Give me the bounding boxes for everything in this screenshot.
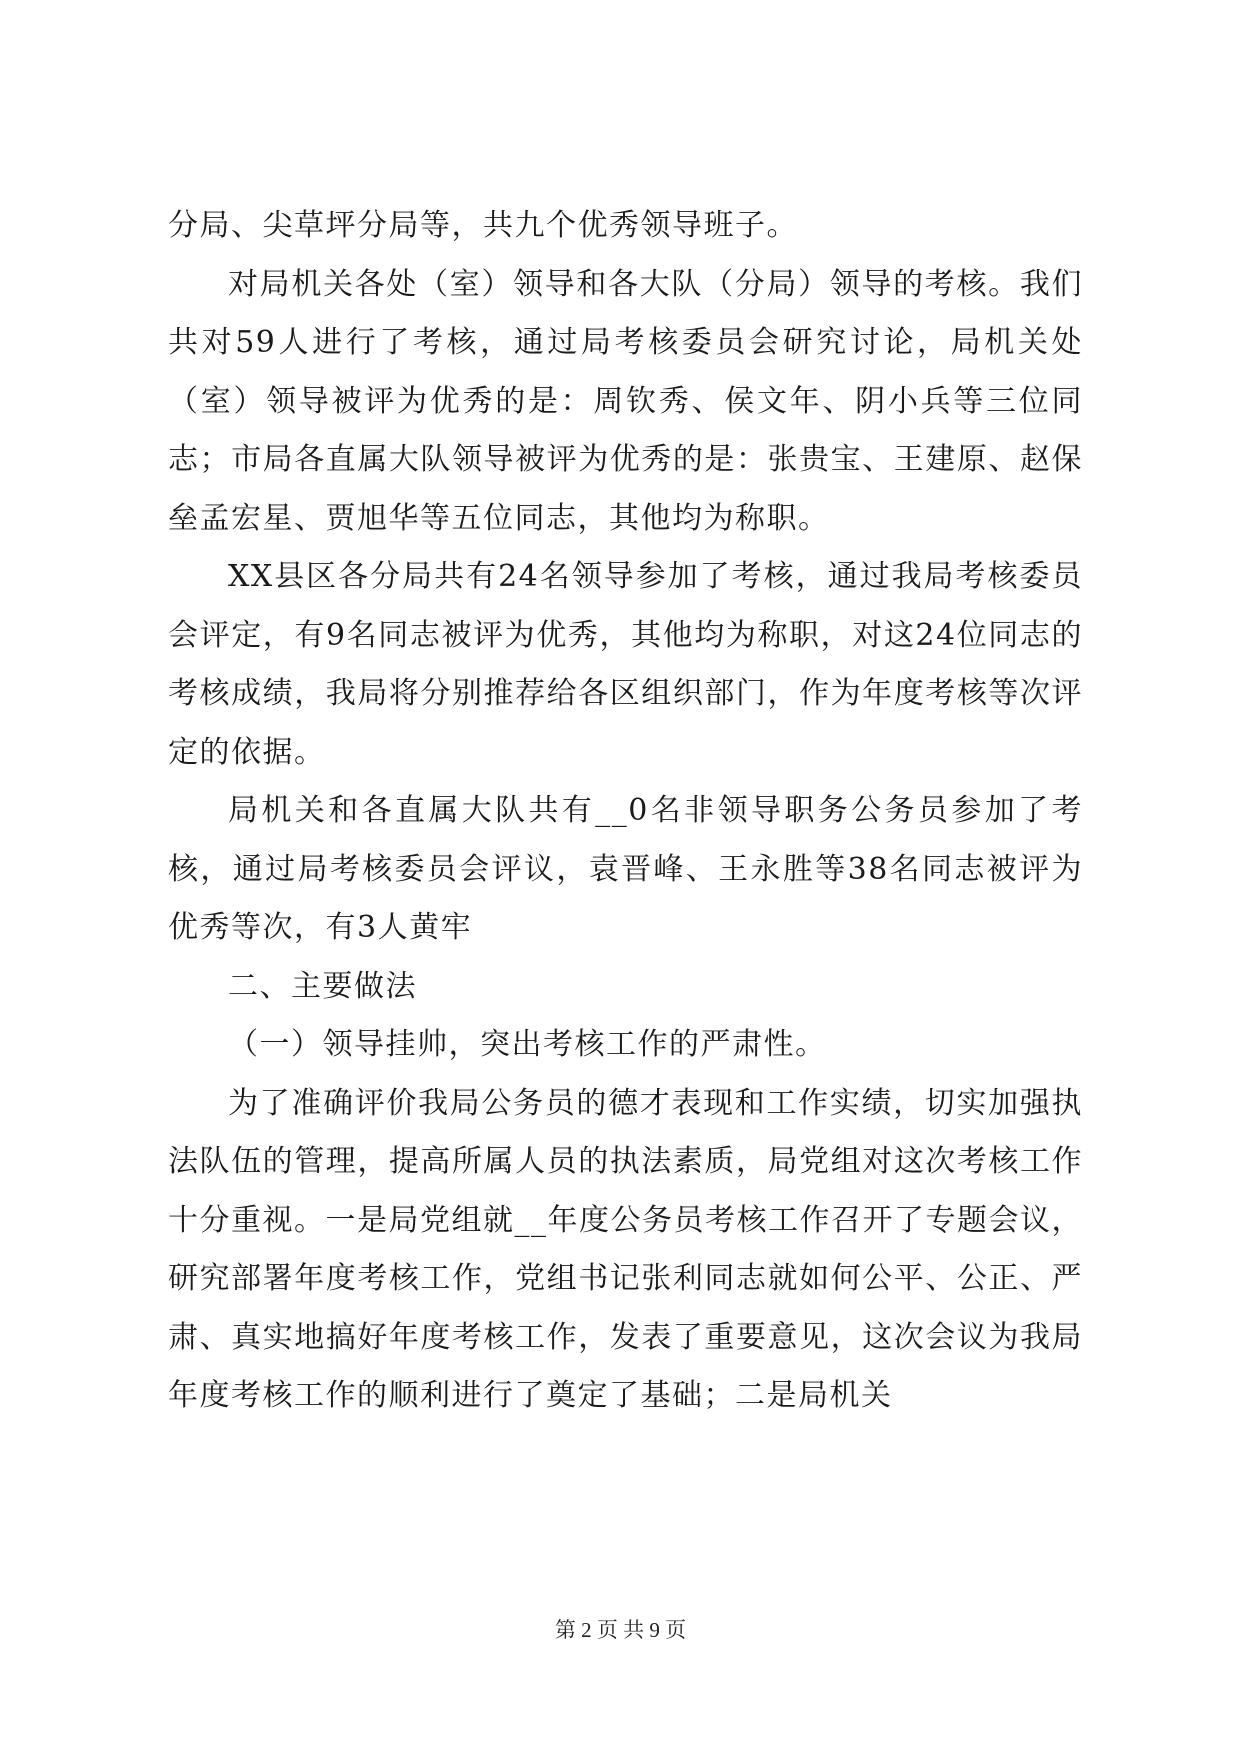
section-heading-main-practices: 二、主要做法 (228, 968, 417, 1004)
page-number-footer: 第 2 页 共 9 页 (554, 1618, 687, 1642)
paragraph-branch-assessment: XX县区各分局共有24名领导参加了考核，通过我局考核委员会评定，有9名同志被评为优秀，其他均为称职，对这24位同志的考核成绩，我局将分别推荐给各区组织部门，作为年度考核等次评定的依据。 (168, 559, 1083, 770)
paragraph-non-leader-assessment: 局机关和各直属大队共有__0名非领导职务公务员参加了考核，通过局考核委员会评议，袁晋峰、王永胜等38名同志被评为优秀等次，有3人黄牢 (168, 793, 1083, 945)
paragraph-leadership-detail: 为了准确评价我局公务员的德才表现和工作实绩，切实加强执法队伍的管理，提高所属人员的执法素质，局党组对这次考核工作十分重视。一是局党组就__年度公务员考核工作召开了专题会议，研究部署年度考核工作，党组书记张利同志就如何公平、公正、严肃、真实地搞好年度考核工作，发表了重要意见，这次会议为我局年度考核工作的顺利进行了奠定了基础；二是局机关 (168, 1085, 1083, 1413)
paragraph-continuation: 分局、尖草坪分局等，共九个优秀领导班子。 (168, 208, 798, 243)
paragraph-leader-assessment: 对局机关各处（室）领导和各大队（分局）领导的考核。我们共对59人进行了考核，通过局考核委员会研究讨论，局机关处（室）领导被评为优秀的是：周钦秀、侯文年、阴小兵等三位同志；市局各直属大队领导被评为优秀的是：张贵宝、王建原、赵保垒孟宏星、贾旭华等五位同志，其他均为称职。 (168, 266, 1083, 536)
subsection-heading-leadership: （一）领导挂帅，突出考核工作的严肃性。 (228, 1027, 827, 1062)
document-body (168, 197, 1083, 1426)
